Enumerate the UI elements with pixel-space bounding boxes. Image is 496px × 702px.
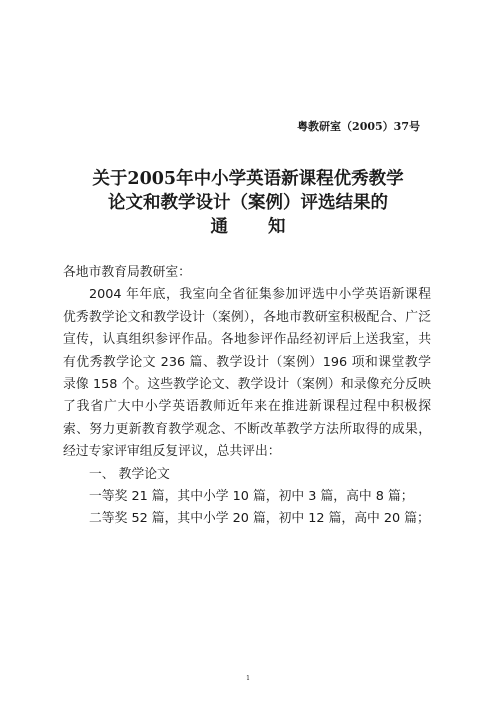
award-line-2: 二等奖 52 篇，其中小学 20 篇，初中 12 篇，高中 20 篇； [89, 511, 430, 527]
award-line-1: 一等奖 21 篇，其中小学 10 篇，初中 3 篇，高中 8 篇； [89, 489, 414, 505]
page-number: 1 [246, 675, 250, 682]
title-line-2: 论文和教学设计（案例）评选结果的 [108, 193, 388, 213]
paragraph-1: 2004 年年底，我室向全省征集参加评选中小学英语新课程优秀教学论文和教学设计（案例），各地市教研室积极配合、广泛宣传，认真组织参评作品。各地参评作品经初评后上送我室，共有优秀教学论文 236 篇、教学设计（案例）196 项和课堂教学录像 158 个。这些教学论文、教学设计（案例）和录像充分反映了我省广大中小学英语教师近年来在推进新课程过程中积极探索、努力更新教育教学观念、不断改革教学方法所取得的成果，经过专家评审组反复评议，总共评出： [63, 287, 431, 460]
title-line-3: 通知 [210, 217, 326, 237]
salutation: 各地市教育局教研室： [63, 265, 191, 280]
title-line-1: 关于2005年中小学英语新课程优秀教学 [92, 169, 404, 189]
document-body [63, 262, 431, 531]
section-1-heading: 一、 教学论文 [89, 466, 170, 482]
document-number: 粤教研室（2005）37号 [297, 120, 420, 133]
